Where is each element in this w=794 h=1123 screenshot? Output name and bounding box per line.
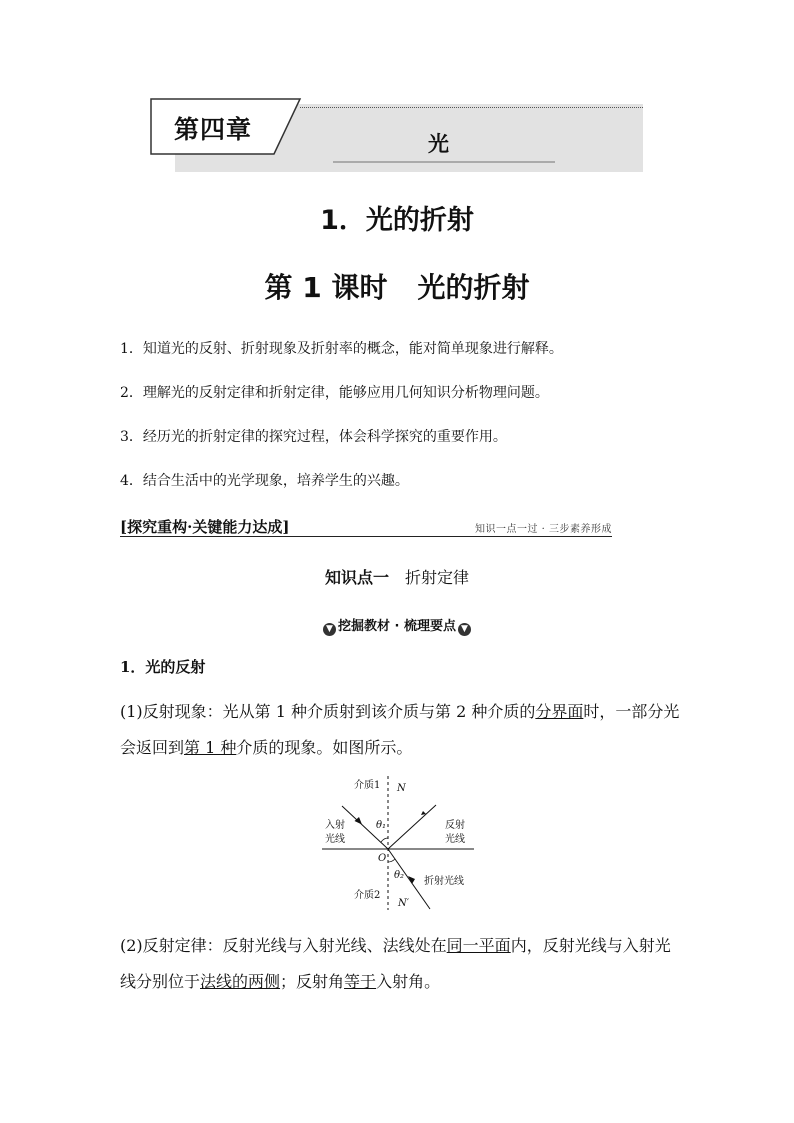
- chapter-title: 光: [428, 132, 449, 156]
- theta2-label: θ₂: [394, 870, 405, 881]
- knowledge-point-heading: [0, 565, 794, 588]
- para2-text-a: (2)反射定律：反射光线与入射光线、法线处在: [120, 936, 447, 955]
- objective-2: 2．理解光的反射定律和折射定律，能够应用几何知识分析物理问题。: [120, 385, 549, 401]
- para1-text-b: 时，一部分光会返回到: [120, 702, 680, 757]
- knowledge-point-label: 知识点一: [324, 568, 389, 587]
- reflected-label-2: 光线: [445, 834, 465, 845]
- period-title: [0, 266, 794, 306]
- objective-4: 4．结合生活中的光学现象，培养学生的兴趣。: [120, 473, 409, 489]
- section-bar: [120, 516, 612, 537]
- para1-text-a: (1)反射现象：光从第 1 种介质射到该介质与第 2 种介质的: [120, 702, 536, 721]
- point-o-label: O: [378, 853, 387, 864]
- normal-top-label: N: [397, 783, 406, 794]
- medium1-label: 介质1: [354, 780, 381, 791]
- refracted-arrow-icon: [408, 876, 415, 884]
- para2-underline-same-plane: 同一平面: [446, 936, 511, 955]
- chapter-label: 第四章: [174, 115, 253, 144]
- section-tagline: 知识一点一过 · 三步素养形成: [474, 524, 612, 535]
- down-arrow-icon: ▼: [458, 623, 471, 636]
- subheading-reflection: 1．光的反射: [120, 658, 206, 676]
- refracted-label: 折射光线: [424, 876, 464, 887]
- theta1-arc: [381, 838, 388, 842]
- medium2-label: 介质2: [354, 890, 381, 901]
- chapter-banner-dotted-rule: [300, 107, 643, 108]
- section-heading: [探究重构·关键能力达成]: [120, 518, 290, 536]
- para1-text-c: 介质的现象。如图所示。: [236, 738, 413, 757]
- chapter-title-underline: [333, 161, 555, 163]
- incident-label-1: 入射: [325, 820, 345, 831]
- para2-underline-both-sides: 法线的两侧: [200, 972, 281, 991]
- lesson-title: 1．光的折射: [320, 205, 474, 236]
- incident-label-2: 光线: [325, 834, 345, 845]
- period-title-topic: 光的折射: [417, 271, 530, 304]
- period-title-number: 第 1 课时: [264, 271, 388, 304]
- objective-1: 1．知道光的反射、折射现象及折射率的概念，能对简单现象进行解释。: [120, 341, 563, 357]
- objective-3: 3．经历光的折射定律的探究过程，体会科学探究的重要作用。: [120, 429, 507, 445]
- reflection-phenomenon-paragraph: [120, 694, 680, 766]
- theta2-arc: [388, 859, 395, 862]
- dig-textbook-text: 挖掘教材 · 梳理要点: [338, 619, 456, 634]
- reflection-law-paragraph: [120, 928, 680, 1000]
- reflected-label-1: 反射: [445, 820, 465, 831]
- reflected-ray: [388, 805, 436, 849]
- para2-text-d: 入射角。: [376, 972, 441, 991]
- para2-text-b: 内，反射光线与入射光线分别位于: [120, 936, 671, 991]
- normal-bottom-label: N′: [398, 898, 410, 909]
- theta1-label: θ₁: [376, 820, 387, 831]
- para2-underline-equal: 等于: [344, 972, 377, 991]
- down-arrow-icon: ▼: [323, 623, 336, 636]
- para1-underline-interface: 分界面: [535, 702, 584, 721]
- reflection-refraction-diagram: [312, 770, 492, 916]
- knowledge-point-name: 折射定律: [405, 568, 470, 587]
- para1-underline-medium: 第 1 种: [184, 738, 237, 757]
- para2-text-c: ；反射角: [280, 972, 345, 991]
- dig-textbook-heading: [0, 615, 794, 636]
